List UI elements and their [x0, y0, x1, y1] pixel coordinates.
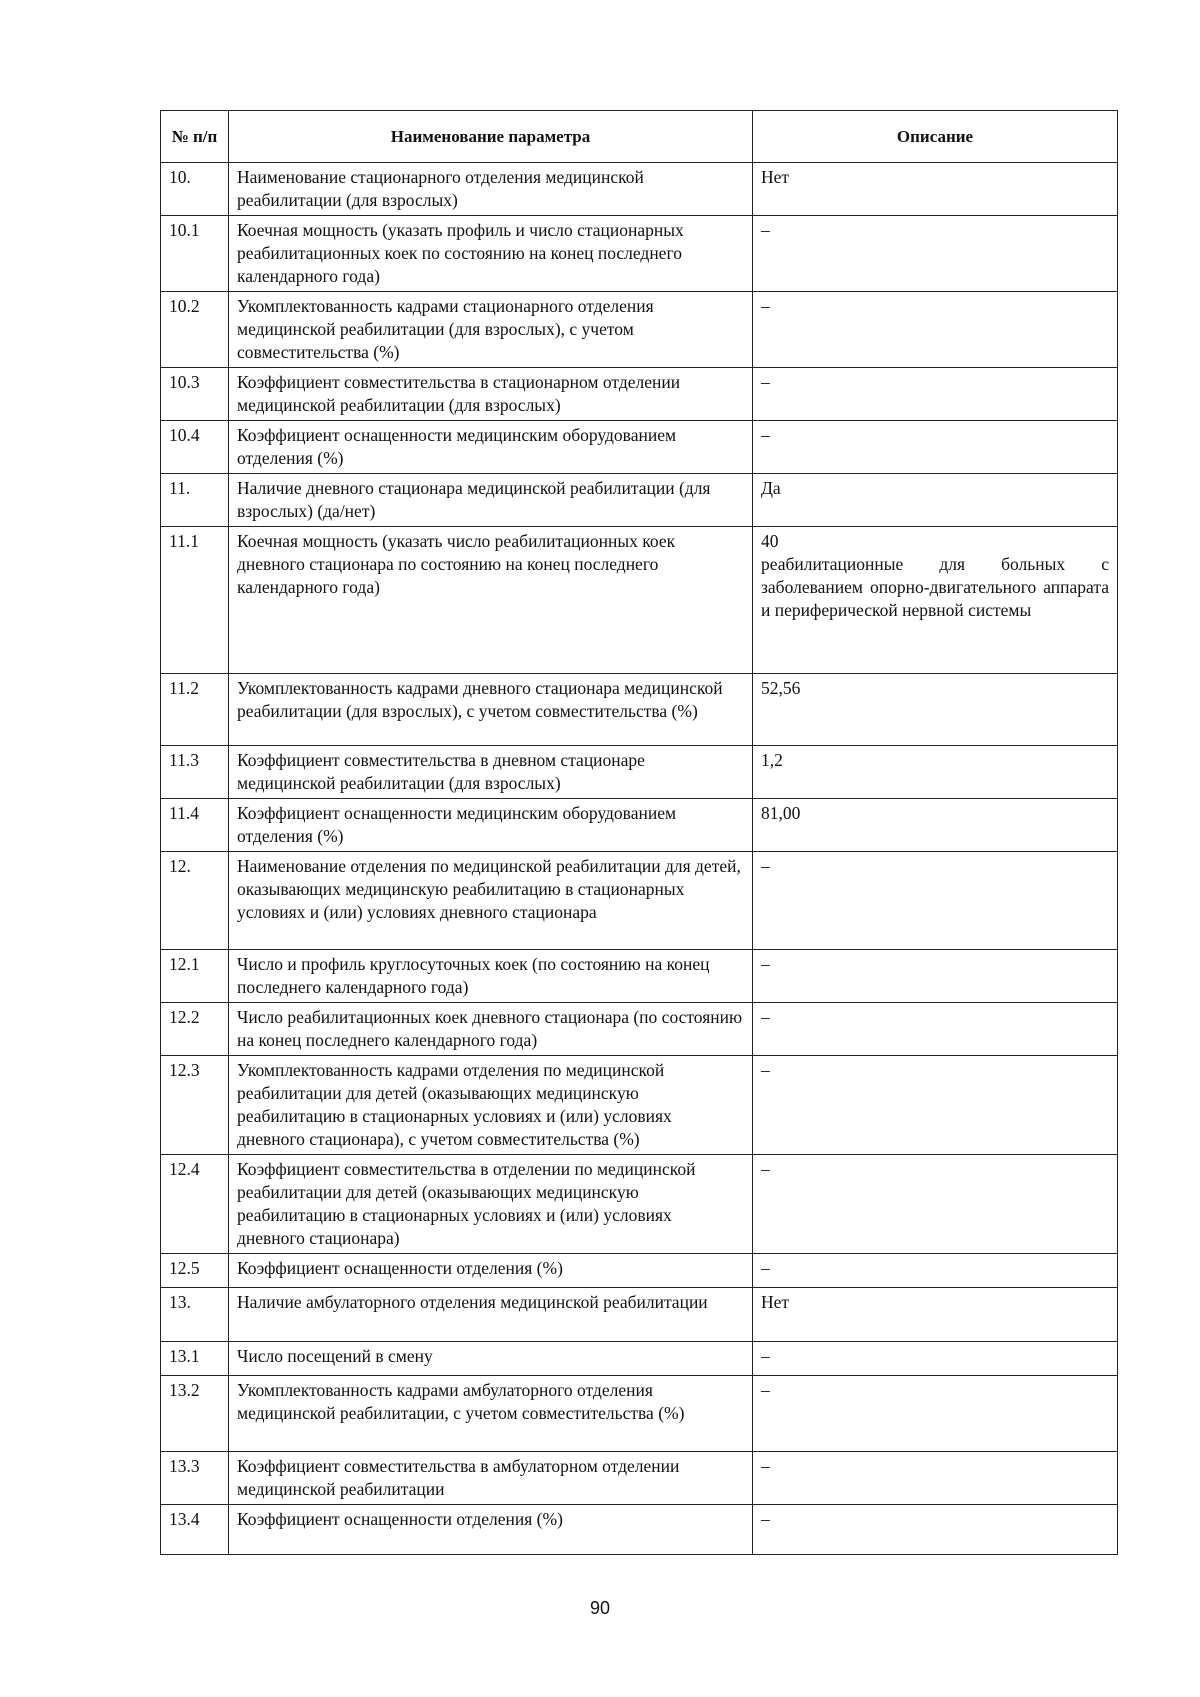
- table-row: [161, 1342, 1118, 1376]
- row-value: [753, 527, 1118, 674]
- row-num: 12.3: [161, 1056, 229, 1155]
- table-row: [161, 1376, 1118, 1452]
- row-value: Да: [753, 474, 1118, 527]
- row-name: Коэффициент оснащенности отделения (%): [229, 1505, 753, 1555]
- header-description: Описание: [753, 111, 1118, 163]
- row-value: –: [753, 1505, 1118, 1555]
- row-num: 12.4: [161, 1155, 229, 1254]
- row-value: –: [753, 368, 1118, 421]
- row-value: –: [753, 1342, 1118, 1376]
- table-row: [161, 950, 1118, 1003]
- row-name: Наименование стационарного отделения медицинской реабилитации (для взрослых): [229, 163, 753, 216]
- row-name: Коечная мощность (указать профиль и число стационарных реабилитационных коек по состоянию на конец последнего календарного года): [229, 216, 753, 292]
- row-value: –: [753, 1056, 1118, 1155]
- row-name: Коэффициент совместительства в отделении по медицинской реабилитации для детей (оказывающих медицинскую реабилитацию в стационарных условиях и (или) условиях дневного стационара): [229, 1155, 753, 1254]
- table-row: [161, 421, 1118, 474]
- table-row: [161, 1254, 1118, 1288]
- row-num: 12.5: [161, 1254, 229, 1288]
- row-num: 10.3: [161, 368, 229, 421]
- row-value: –: [753, 292, 1118, 368]
- row-name: Укомплектованность кадрами стационарного отделения медицинской реабилитации (для взрослых), с учетом совместительства (%): [229, 292, 753, 368]
- row-value-detail: реабилитационные для больных с заболеванием опорно-двигательного аппарата и периферической нервной системы: [761, 554, 1109, 620]
- table-row: [161, 1003, 1118, 1056]
- row-value: –: [753, 1376, 1118, 1452]
- table-row: [161, 527, 1118, 674]
- row-value: Нет: [753, 1288, 1118, 1342]
- table-row: [161, 368, 1118, 421]
- page-number: 90: [589, 1598, 611, 1618]
- row-name: Наименование отделения по медицинской реабилитации для детей, оказывающих медицинскую реабилитацию в стационарных условиях и (или) условиях дневного стационара: [229, 852, 753, 950]
- row-value: –: [753, 216, 1118, 292]
- table-row: [161, 1452, 1118, 1505]
- row-value: 1,2: [753, 746, 1118, 799]
- row-value: –: [753, 1003, 1118, 1056]
- table-row: [161, 799, 1118, 852]
- table-row: [161, 674, 1118, 746]
- row-num: 13.: [161, 1288, 229, 1342]
- row-name: Число реабилитационных коек дневного стационара (по состоянию на конец последнего календарного года): [229, 1003, 753, 1056]
- row-name: Коэффициент оснащенности медицинским оборудованием отделения (%): [229, 799, 753, 852]
- table-row: [161, 1288, 1118, 1342]
- row-num: 11.3: [161, 746, 229, 799]
- row-value-number: 40: [761, 531, 779, 551]
- row-name: Коэффициент совместительства в стационарном отделении медицинской реабилитации (для взрослых): [229, 368, 753, 421]
- row-name: Коэффициент оснащенности отделения (%): [229, 1254, 753, 1288]
- table-row: [161, 292, 1118, 368]
- row-value: –: [753, 852, 1118, 950]
- row-value: –: [753, 950, 1118, 1003]
- row-num: 13.2: [161, 1376, 229, 1452]
- row-num: 12.2: [161, 1003, 229, 1056]
- header-name: Наименование параметра: [229, 111, 753, 163]
- row-num: 11.4: [161, 799, 229, 852]
- row-name: Коэффициент совместительства в амбулаторном отделении медицинской реабилитации: [229, 1452, 753, 1505]
- row-value: Нет: [753, 163, 1118, 216]
- row-name: Укомплектованность кадрами отделения по медицинской реабилитации для детей (оказывающих медицинскую реабилитацию в стационарных условиях и (или) условиях дневного стационара), с учетом совместительства (%): [229, 1056, 753, 1155]
- row-name: Коэффициент оснащенности медицинским оборудованием отделения (%): [229, 421, 753, 474]
- table-row: [161, 216, 1118, 292]
- table-row: [161, 1505, 1118, 1555]
- table-row: [161, 746, 1118, 799]
- row-num: 10.1: [161, 216, 229, 292]
- row-name: Коэффициент совместительства в дневном стационаре медицинской реабилитации (для взрослых): [229, 746, 753, 799]
- row-num: 12.1: [161, 950, 229, 1003]
- row-num: 13.4: [161, 1505, 229, 1555]
- parameters-table: [160, 110, 1118, 1555]
- row-value: 81,00: [753, 799, 1118, 852]
- row-num: 13.1: [161, 1342, 229, 1376]
- row-value: –: [753, 421, 1118, 474]
- table-row: [161, 1056, 1118, 1155]
- row-value: 52,56: [753, 674, 1118, 746]
- row-name: Наличие амбулаторного отделения медицинской реабилитации: [229, 1288, 753, 1342]
- row-value: –: [753, 1155, 1118, 1254]
- row-value: –: [753, 1452, 1118, 1505]
- row-name: Укомплектованность кадрами дневного стационара медицинской реабилитации (для взрослых), с учетом совместительства (%): [229, 674, 753, 746]
- row-num: 11.2: [161, 674, 229, 746]
- table-row: [161, 163, 1118, 216]
- row-name: Число и профиль круглосуточных коек (по состоянию на конец последнего календарного года): [229, 950, 753, 1003]
- row-num: 10.: [161, 163, 229, 216]
- header-num: № п/п: [161, 111, 229, 163]
- row-num: 10.2: [161, 292, 229, 368]
- row-name: Число посещений в смену: [229, 1342, 753, 1376]
- row-name: Укомплектованность кадрами амбулаторного отделения медицинской реабилитации, с учетом совместительства (%): [229, 1376, 753, 1452]
- row-num: 11.1: [161, 527, 229, 674]
- table-row: [161, 474, 1118, 527]
- row-value: –: [753, 1254, 1118, 1288]
- row-num: 10.4: [161, 421, 229, 474]
- table-row: [161, 1155, 1118, 1254]
- row-name: Наличие дневного стационара медицинской реабилитации (для взрослых) (да/нет): [229, 474, 753, 527]
- row-num: 13.3: [161, 1452, 229, 1505]
- table-header-row: [161, 111, 1118, 163]
- row-num: 12.: [161, 852, 229, 950]
- row-name: Коечная мощность (указать число реабилитационных коек дневного стационара по состоянию на конец последнего календарного года): [229, 527, 753, 674]
- table-row: [161, 852, 1118, 950]
- row-num: 11.: [161, 474, 229, 527]
